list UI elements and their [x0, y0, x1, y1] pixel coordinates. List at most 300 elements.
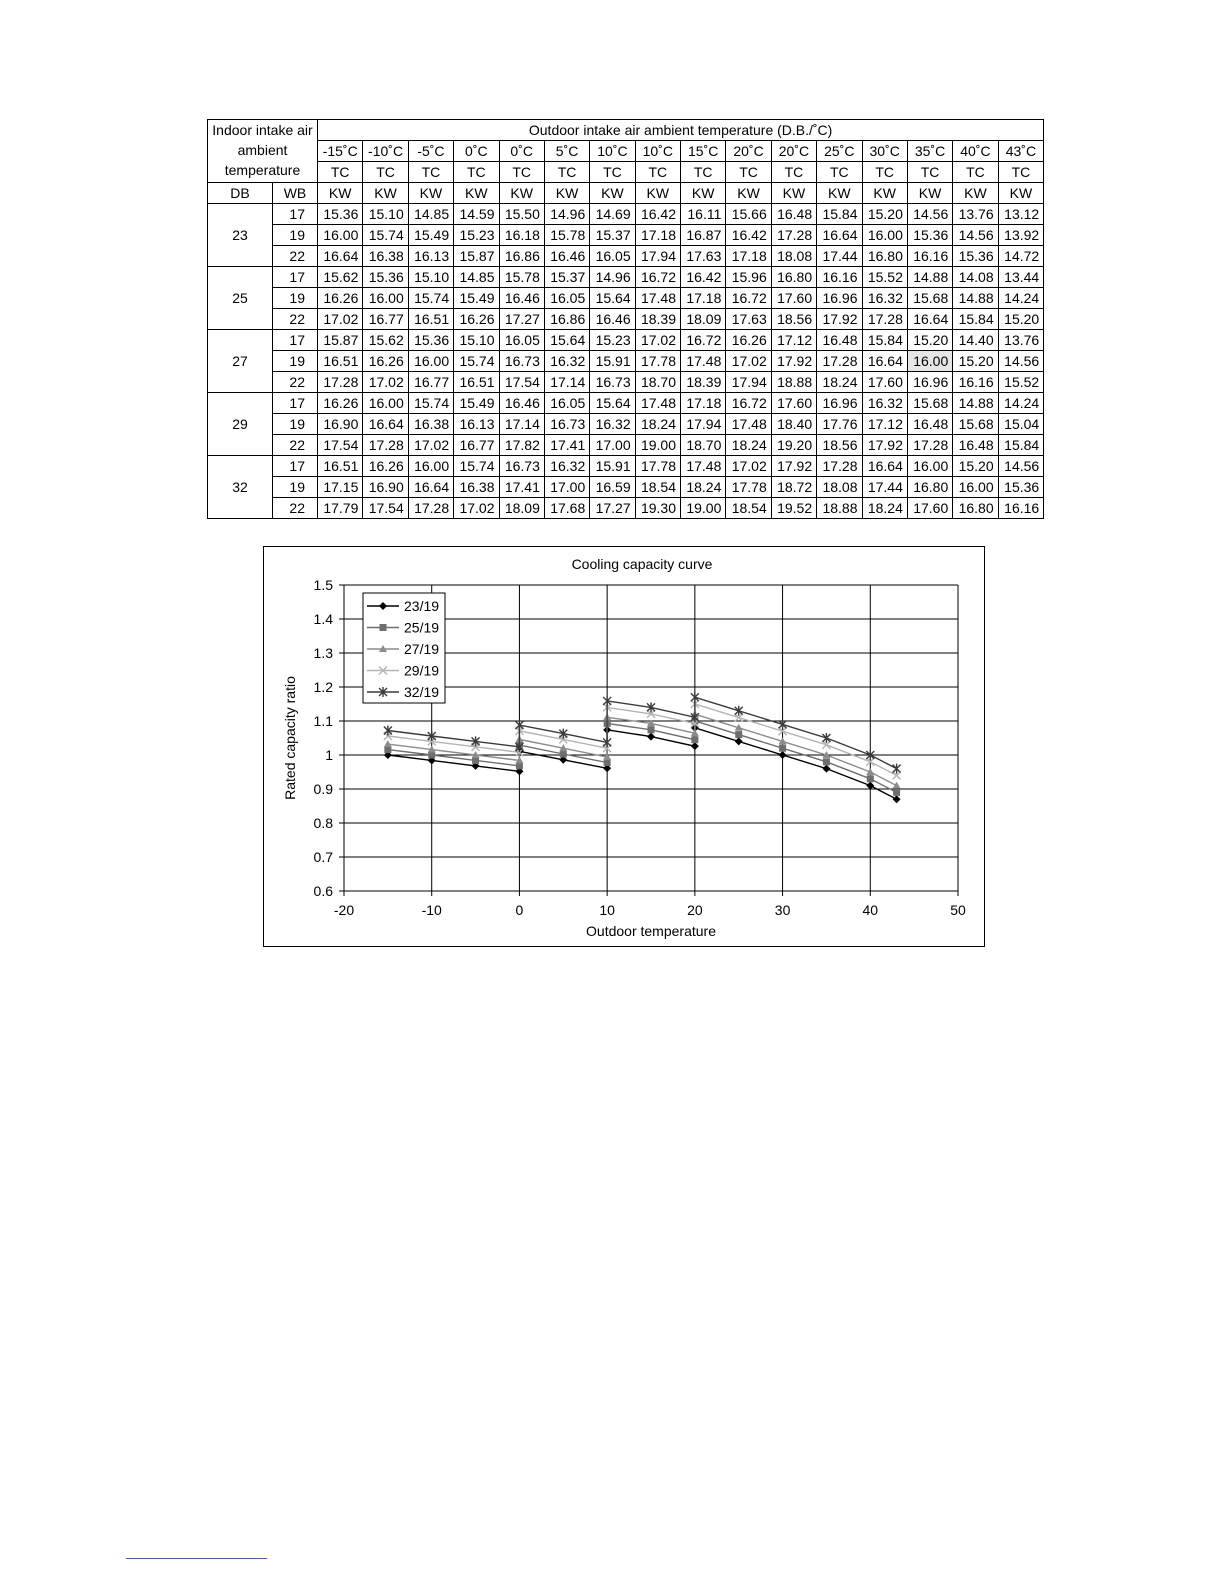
- capacity-value: 16.42: [726, 225, 771, 246]
- capacity-value: 17.41: [499, 477, 544, 498]
- capacity-value: 15.68: [953, 414, 998, 435]
- capacity-value: 18.39: [681, 372, 726, 393]
- data-point: [735, 731, 742, 738]
- capacity-value: 17.78: [726, 477, 771, 498]
- capacity-value: 17.28: [817, 456, 862, 477]
- data-point: [893, 782, 901, 789]
- capacity-value: 16.32: [862, 288, 907, 309]
- capacity-value: 16.73: [499, 456, 544, 477]
- capacity-value: 16.80: [953, 498, 998, 519]
- capacity-value: 16.18: [499, 225, 544, 246]
- wb-cell: 17: [273, 393, 318, 414]
- capacity-value: 14.96: [544, 204, 589, 225]
- capacity-value: 16.80: [862, 246, 907, 267]
- capacity-value: 16.64: [907, 309, 952, 330]
- x-tick-label: -20: [333, 902, 355, 918]
- capacity-value: 16.73: [590, 372, 635, 393]
- data-point: [384, 740, 392, 747]
- kw-header: KW: [771, 183, 816, 204]
- capacity-value: 19.00: [681, 498, 726, 519]
- capacity-value: 17.94: [681, 414, 726, 435]
- y-axis-label: Rated capacity ratio: [282, 676, 298, 800]
- capacity-value: 15.68: [907, 393, 952, 414]
- data-row: [208, 204, 1044, 225]
- wb-cell: 17: [273, 330, 318, 351]
- y-tick-label: 0.8: [313, 815, 333, 831]
- capacity-value: 16.32: [544, 456, 589, 477]
- capacity-value: 15.36: [998, 477, 1044, 498]
- capacity-value: 17.14: [544, 372, 589, 393]
- capacity-value: 17.00: [544, 477, 589, 498]
- y-tick-label: 1.2: [313, 679, 333, 695]
- capacity-value: 16.46: [499, 288, 544, 309]
- indoor-header-line: ambient: [237, 142, 288, 158]
- capacity-value: 16.77: [363, 309, 408, 330]
- capacity-value: 14.24: [998, 288, 1044, 309]
- data-point: [691, 692, 699, 702]
- tc-header: TC: [726, 162, 771, 183]
- capacity-value: 17.82: [499, 435, 544, 456]
- y-tick-label: 0.6: [313, 883, 333, 899]
- capacity-value: 15.91: [590, 351, 635, 372]
- capacity-value: 16.64: [363, 414, 408, 435]
- outdoor-temp-header: 35˚C: [907, 141, 952, 162]
- tc-header: TC: [862, 162, 907, 183]
- wb-cell: 19: [273, 288, 318, 309]
- capacity-value: 15.78: [544, 225, 589, 246]
- data-point: [735, 706, 743, 716]
- data-row: [208, 309, 1044, 330]
- capacity-value: 16.59: [590, 477, 635, 498]
- capacity-value: 15.87: [318, 330, 363, 351]
- capacity-value: 16.13: [454, 414, 499, 435]
- capacity-value: 15.20: [998, 309, 1044, 330]
- header-row-temps: [208, 141, 1044, 162]
- capacity-value: 16.26: [318, 288, 363, 309]
- capacity-value: 16.51: [454, 372, 499, 393]
- capacity-value: 15.84: [953, 309, 998, 330]
- capacity-value: 14.40: [953, 330, 998, 351]
- capacity-value: 15.74: [408, 393, 453, 414]
- data-row: [208, 498, 1044, 519]
- capacity-value: 16.87: [681, 225, 726, 246]
- capacity-value: 18.24: [635, 414, 680, 435]
- wb-cell: 17: [273, 204, 318, 225]
- capacity-value: 15.20: [953, 351, 998, 372]
- capacity-value: 15.36: [953, 246, 998, 267]
- capacity-value: 15.52: [862, 267, 907, 288]
- capacity-value: 16.77: [454, 435, 499, 456]
- data-row: [208, 225, 1044, 246]
- legend-label: 23/19: [404, 598, 440, 614]
- kw-header: KW: [862, 183, 907, 204]
- capacity-value: 18.24: [862, 498, 907, 519]
- tc-header: TC: [454, 162, 499, 183]
- capacity-value: 15.68: [907, 288, 952, 309]
- y-tick-label: 1.5: [313, 577, 333, 593]
- capacity-value: 15.36: [408, 330, 453, 351]
- capacity-value: 17.28: [318, 372, 363, 393]
- capacity-value: 15.74: [454, 456, 499, 477]
- capacity-value: 14.88: [953, 288, 998, 309]
- capacity-value: 16.73: [499, 351, 544, 372]
- capacity-value: 15.91: [590, 456, 635, 477]
- kw-header: KW: [953, 183, 998, 204]
- indoor-header-line: temperature: [224, 162, 301, 178]
- kw-header: KW: [408, 183, 453, 204]
- capacity-value: 17.63: [681, 246, 726, 267]
- capacity-table-body: [208, 120, 1044, 519]
- data-point: [691, 736, 698, 743]
- capacity-value: 19.00: [635, 435, 680, 456]
- capacity-value: 17.92: [771, 351, 816, 372]
- chart-canvas: [264, 547, 984, 946]
- capacity-value: 16.90: [318, 414, 363, 435]
- capacity-value: 15.23: [590, 330, 635, 351]
- indoor-header-cell: [208, 120, 318, 183]
- capacity-value: 16.86: [499, 246, 544, 267]
- kw-header: KW: [681, 183, 726, 204]
- capacity-value: 16.90: [363, 477, 408, 498]
- capacity-value: 16.16: [998, 498, 1044, 519]
- capacity-value: 16.26: [454, 309, 499, 330]
- data-row: [208, 414, 1044, 435]
- capacity-value: 16.72: [635, 267, 680, 288]
- capacity-value: 16.00: [907, 351, 952, 372]
- capacity-value: 17.92: [771, 456, 816, 477]
- kw-header: KW: [907, 183, 952, 204]
- capacity-value: 17.48: [681, 351, 726, 372]
- db-cell: 23: [208, 204, 273, 267]
- data-row: [208, 477, 1044, 498]
- capacity-value: 18.24: [817, 372, 862, 393]
- kw-header: KW: [726, 183, 771, 204]
- capacity-value: 17.60: [771, 393, 816, 414]
- capacity-value: 17.12: [771, 330, 816, 351]
- capacity-value: 16.00: [907, 456, 952, 477]
- capacity-value: 18.24: [681, 477, 726, 498]
- capacity-value: 16.11: [681, 204, 726, 225]
- capacity-value: 14.56: [907, 204, 952, 225]
- capacity-value: 16.80: [907, 477, 952, 498]
- capacity-value: 16.77: [408, 372, 453, 393]
- capacity-value: 16.38: [408, 414, 453, 435]
- capacity-value: 16.26: [318, 393, 363, 414]
- x-axis-label: Outdoor temperature: [586, 923, 716, 939]
- legend-marker: [380, 624, 387, 631]
- capacity-value: 17.15: [318, 477, 363, 498]
- outdoor-temp-header: 10˚C: [590, 141, 635, 162]
- capacity-value: 18.40: [771, 414, 816, 435]
- capacity-value: 15.74: [363, 225, 408, 246]
- capacity-value: 16.64: [817, 225, 862, 246]
- capacity-value: 17.48: [726, 414, 771, 435]
- capacity-value: 17.92: [862, 435, 907, 456]
- capacity-value: 17.94: [635, 246, 680, 267]
- outdoor-temp-header: 20˚C: [726, 141, 771, 162]
- capacity-value: 16.00: [408, 456, 453, 477]
- capacity-value: 17.28: [408, 498, 453, 519]
- tc-header: TC: [953, 162, 998, 183]
- capacity-value: 15.37: [544, 267, 589, 288]
- outdoor-temp-header: 20˚C: [771, 141, 816, 162]
- wb-cell: 22: [273, 498, 318, 519]
- capacity-value: 16.72: [726, 288, 771, 309]
- capacity-value: 14.24: [998, 393, 1044, 414]
- kw-header: KW: [590, 183, 635, 204]
- capacity-value: 18.54: [726, 498, 771, 519]
- capacity-value: 15.84: [862, 330, 907, 351]
- data-point: [779, 751, 787, 759]
- db-header: DB: [208, 183, 273, 204]
- capacity-value: 16.46: [499, 393, 544, 414]
- capacity-value: 17.48: [635, 393, 680, 414]
- wb-cell: 19: [273, 414, 318, 435]
- capacity-value: 15.64: [590, 288, 635, 309]
- capacity-value: 17.14: [499, 414, 544, 435]
- capacity-value: 16.96: [817, 288, 862, 309]
- capacity-value: 17.28: [862, 309, 907, 330]
- capacity-value: 15.23: [454, 225, 499, 246]
- capacity-value: 14.56: [998, 456, 1044, 477]
- kw-header: KW: [499, 183, 544, 204]
- data-point: [822, 733, 830, 743]
- capacity-value: 16.38: [363, 246, 408, 267]
- capacity-value: 15.66: [726, 204, 771, 225]
- capacity-value: 15.78: [499, 267, 544, 288]
- capacity-value: 15.20: [907, 330, 952, 351]
- capacity-value: 15.49: [454, 288, 499, 309]
- capacity-value: 18.54: [635, 477, 680, 498]
- capacity-value: 14.69: [590, 204, 635, 225]
- capacity-value: 16.05: [544, 393, 589, 414]
- tc-header: TC: [681, 162, 726, 183]
- outdoor-temp-header: -10˚C: [363, 141, 408, 162]
- capacity-value: 17.92: [817, 309, 862, 330]
- capacity-value: 19.20: [771, 435, 816, 456]
- capacity-value: 16.51: [318, 351, 363, 372]
- capacity-value: 16.72: [726, 393, 771, 414]
- capacity-value: 14.08: [953, 267, 998, 288]
- indoor-header-line: Indoor intake air: [212, 122, 313, 138]
- outdoor-temp-header: 0˚C: [454, 141, 499, 162]
- capacity-value: 15.10: [408, 267, 453, 288]
- capacity-value: 17.02: [318, 309, 363, 330]
- capacity-value: 16.00: [408, 351, 453, 372]
- outdoor-temp-header: 25˚C: [817, 141, 862, 162]
- outdoor-temp-header: 30˚C: [862, 141, 907, 162]
- tc-header: TC: [363, 162, 408, 183]
- tc-header: TC: [408, 162, 453, 183]
- data-point: [866, 782, 874, 790]
- capacity-value: 16.72: [681, 330, 726, 351]
- capacity-value: 17.28: [817, 351, 862, 372]
- outdoor-temp-header: 10˚C: [635, 141, 680, 162]
- data-row: [208, 435, 1044, 456]
- kw-header: KW: [817, 183, 862, 204]
- capacity-value: 16.64: [862, 351, 907, 372]
- data-row: [208, 288, 1044, 309]
- kw-header: KW: [998, 183, 1044, 204]
- capacity-value: 18.08: [771, 246, 816, 267]
- legend-label: 25/19: [404, 619, 440, 636]
- kw-header: KW: [318, 183, 363, 204]
- series-line: [388, 697, 897, 768]
- capacity-value: 16.86: [544, 309, 589, 330]
- capacity-value: 16.16: [907, 246, 952, 267]
- outdoor-temp-header: 15˚C: [681, 141, 726, 162]
- x-tick-label: 0: [515, 902, 524, 918]
- capacity-value: 15.10: [454, 330, 499, 351]
- capacity-value: 17.78: [635, 351, 680, 372]
- capacity-value: 17.02: [408, 435, 453, 456]
- tc-header: TC: [998, 162, 1044, 183]
- capacity-value: 16.16: [953, 372, 998, 393]
- capacity-value: 17.63: [726, 309, 771, 330]
- capacity-value: 16.48: [907, 414, 952, 435]
- legend-label: 32/19: [404, 684, 440, 700]
- capacity-value: 14.56: [953, 225, 998, 246]
- capacity-value: 18.24: [726, 435, 771, 456]
- capacity-value: 17.02: [726, 351, 771, 372]
- capacity-value: 17.44: [862, 477, 907, 498]
- capacity-value: 16.48: [953, 435, 998, 456]
- capacity-value: 15.62: [363, 330, 408, 351]
- data-row: [208, 456, 1044, 477]
- data-row: [208, 393, 1044, 414]
- data-row: [208, 246, 1044, 267]
- db-cell: 32: [208, 456, 273, 519]
- capacity-value: 18.88: [817, 498, 862, 519]
- tc-header: TC: [771, 162, 816, 183]
- capacity-value: 15.36: [363, 267, 408, 288]
- outdoor-header: Outdoor intake air ambient temperature (D.B./˚C): [318, 120, 1044, 141]
- capacity-value: 16.48: [817, 330, 862, 351]
- outdoor-temp-header: 43˚C: [998, 141, 1044, 162]
- kw-header: KW: [544, 183, 589, 204]
- header-row-units: [208, 183, 1044, 204]
- outdoor-temp-header: 0˚C: [499, 141, 544, 162]
- data-point: [867, 775, 874, 782]
- capacity-value: 15.64: [544, 330, 589, 351]
- capacity-value: 17.54: [363, 498, 408, 519]
- capacity-value: 17.68: [544, 498, 589, 519]
- header-row-1: [208, 120, 1044, 141]
- x-tick-label: 20: [687, 902, 703, 918]
- capacity-value: 13.44: [998, 267, 1044, 288]
- wb-cell: 22: [273, 246, 318, 267]
- capacity-value: 16.48: [771, 204, 816, 225]
- capacity-value: 19.52: [771, 498, 816, 519]
- wb-cell: 19: [273, 351, 318, 372]
- kw-header: KW: [635, 183, 680, 204]
- capacity-value: 16.00: [363, 288, 408, 309]
- capacity-value: 15.74: [454, 351, 499, 372]
- capacity-value: 16.64: [862, 456, 907, 477]
- capacity-value: 15.04: [998, 414, 1044, 435]
- capacity-value: 15.20: [862, 204, 907, 225]
- capacity-value: 18.72: [771, 477, 816, 498]
- capacity-value: 16.96: [907, 372, 952, 393]
- capacity-value: 17.28: [907, 435, 952, 456]
- db-cell: 27: [208, 330, 273, 393]
- capacity-value: 13.76: [998, 330, 1044, 351]
- data-point: [648, 726, 655, 733]
- capacity-value: 16.32: [590, 414, 635, 435]
- capacity-value: 15.62: [318, 267, 363, 288]
- capacity-value: 14.96: [590, 267, 635, 288]
- capacity-value: 17.18: [635, 225, 680, 246]
- x-tick-label: 40: [862, 902, 879, 918]
- capacity-value: 15.36: [907, 225, 952, 246]
- y-tick-label: 0.9: [313, 781, 333, 797]
- capacity-value: 13.76: [953, 204, 998, 225]
- cooling-capacity-chart: [263, 546, 985, 947]
- series-line: [388, 728, 897, 799]
- capacity-value: 16.26: [363, 351, 408, 372]
- capacity-value: 16.05: [590, 246, 635, 267]
- capacity-value: 14.72: [998, 246, 1044, 267]
- outdoor-temp-header: -15˚C: [318, 141, 363, 162]
- tc-header: TC: [635, 162, 680, 183]
- capacity-value: 14.88: [907, 267, 952, 288]
- capacity-value: 18.70: [681, 435, 726, 456]
- capacity-value: 16.80: [771, 267, 816, 288]
- y-tick-label: 1.1: [313, 713, 333, 729]
- wb-cell: 22: [273, 435, 318, 456]
- capacity-value: 15.84: [817, 204, 862, 225]
- data-point: [779, 719, 787, 729]
- tc-header: TC: [817, 162, 862, 183]
- capacity-value: 16.00: [318, 225, 363, 246]
- capacity-value: 13.12: [998, 204, 1044, 225]
- wb-cell: 22: [273, 372, 318, 393]
- capacity-value: 16.26: [726, 330, 771, 351]
- outdoor-temp-header: 40˚C: [953, 141, 998, 162]
- kw-header: KW: [363, 183, 408, 204]
- capacity-value: 17.48: [681, 456, 726, 477]
- wb-cell: 19: [273, 477, 318, 498]
- capacity-value: 16.73: [544, 414, 589, 435]
- capacity-value: 18.08: [817, 477, 862, 498]
- capacity-value: 17.18: [681, 288, 726, 309]
- capacity-value: 15.20: [953, 456, 998, 477]
- outdoor-temp-header: 5˚C: [544, 141, 589, 162]
- capacity-value: 16.00: [862, 225, 907, 246]
- capacity-value: 15.49: [408, 225, 453, 246]
- capacity-value: 17.94: [726, 372, 771, 393]
- capacity-value: 17.60: [771, 288, 816, 309]
- outdoor-temp-header: -5˚C: [408, 141, 453, 162]
- capacity-value: 17.18: [681, 393, 726, 414]
- capacity-value: 15.36: [318, 204, 363, 225]
- header-row-tc: [208, 162, 1044, 183]
- capacity-value: 15.49: [454, 393, 499, 414]
- capacity-value: 17.54: [318, 435, 363, 456]
- wb-cell: 19: [273, 225, 318, 246]
- capacity-value: 16.51: [408, 309, 453, 330]
- db-cell: 29: [208, 393, 273, 456]
- wb-header: WB: [273, 183, 318, 204]
- data-point: [823, 758, 830, 765]
- capacity-value: 16.64: [408, 477, 453, 498]
- capacity-value: 15.74: [408, 288, 453, 309]
- data-point: [893, 789, 900, 796]
- capacity-value: 16.96: [817, 393, 862, 414]
- capacity-value: 16.32: [862, 393, 907, 414]
- capacity-value: 17.60: [862, 372, 907, 393]
- capacity-value: 17.02: [454, 498, 499, 519]
